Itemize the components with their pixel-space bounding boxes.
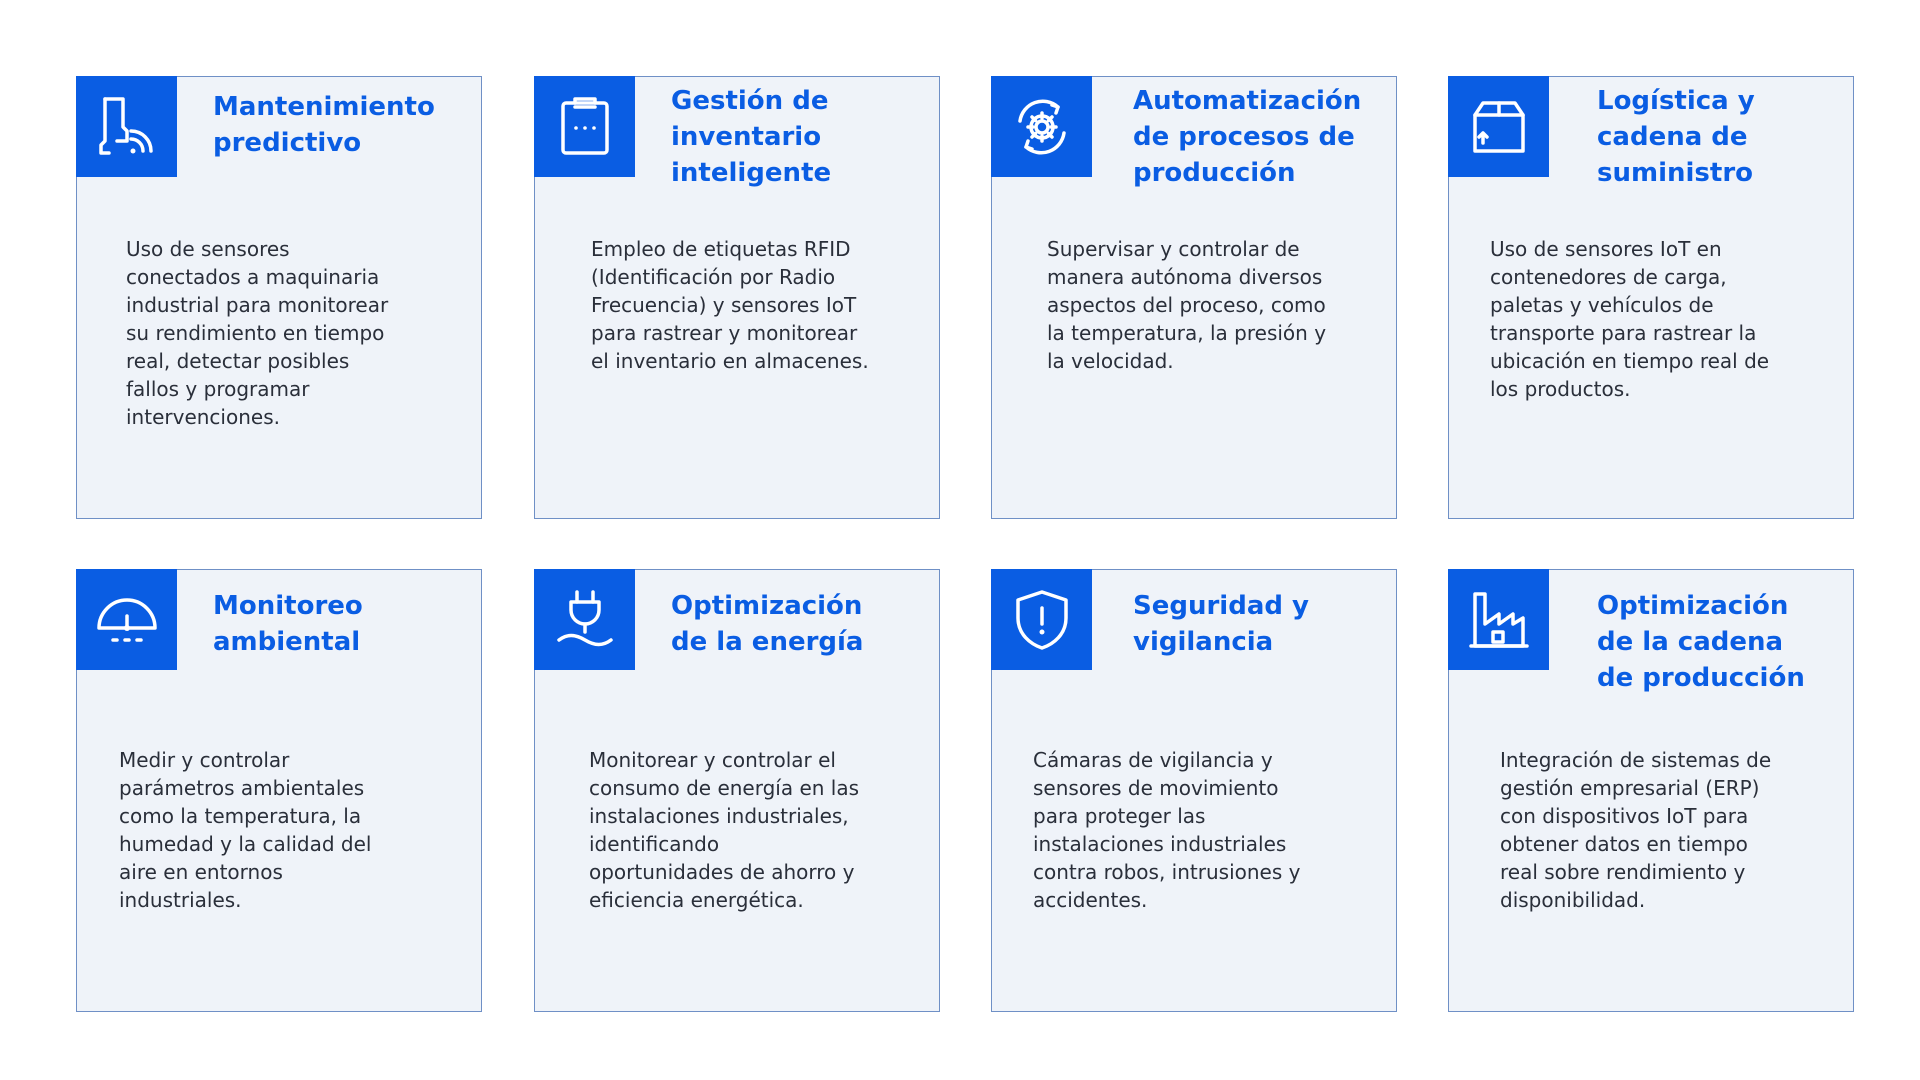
clipboard-icon <box>534 76 635 177</box>
card-predictive-maintenance <box>76 76 482 519</box>
energy-plug-icon <box>534 569 635 670</box>
card-production-chain-optimization <box>1448 569 1854 1012</box>
card-title: Gestión de inventario inteligente <box>671 86 832 188</box>
card-energy-optimization <box>534 569 940 1012</box>
card-description: Monitorear y controlar el consumo de energía en las instalaciones industriales, identificando oportunidades de ahorro y eficiencia energética. <box>589 748 860 912</box>
card-title: Mantenimiento predictivo <box>213 92 435 158</box>
gauge-icon <box>76 569 177 670</box>
card-description: Supervisar y controlar de manera autónoma diversos aspectos del proceso, como la temperatura, la presión y la velocidad. <box>1047 237 1327 373</box>
card-title: Automatización de procesos de producción <box>1133 86 1362 188</box>
factory-icon <box>1448 569 1549 670</box>
machine-sensor-icon <box>76 76 177 177</box>
card-description: Cámaras de vigilancia y sensores de movimiento para proteger las instalaciones industriales contra robos, intrusiones y accidentes. <box>1033 748 1301 912</box>
gear-cycle-icon <box>991 76 1092 177</box>
package-box-icon <box>1448 76 1549 177</box>
card-description: Integración de sistemas de gestión empresarial (ERP) con dispositivos IoT para obtener datos en tiempo real sobre rendimiento y disponibilidad. <box>1500 748 1772 912</box>
card-logistics <box>1448 76 1854 519</box>
card-smart-inventory <box>534 76 940 519</box>
card-description: Empleo de etiquetas RFID (Identificación por Radio Frecuencia) y sensores IoT para rastrear y monitorear el inventario en almacenes. <box>591 237 869 373</box>
card-title: Optimización de la cadena de producción <box>1597 591 1805 693</box>
shield-alert-icon <box>991 569 1092 670</box>
card-title: Monitoreo ambiental <box>213 591 363 657</box>
card-description: Uso de sensores conectados a maquinaria industrial para monitorear su rendimiento en tiempo real, detectar posibles fallos y programar intervenciones. <box>126 237 389 429</box>
card-environmental-monitoring <box>76 569 482 1012</box>
card-description: Uso de sensores IoT en contenedores de carga, paletas y vehículos de transporte para rastrear la ubicación en tiempo real de los productos. <box>1490 237 1770 401</box>
card-title: Optimización de la energía <box>671 591 864 657</box>
card-title: Seguridad y vigilancia <box>1133 591 1309 657</box>
card-title: Logística y cadena de suministro <box>1597 86 1755 188</box>
card-description: Medir y controlar parámetros ambientales como la temperatura, la humedad y la calidad del aire en entornos industriales. <box>119 748 372 912</box>
card-security-surveillance <box>991 569 1397 1012</box>
card-production-automation <box>991 76 1397 519</box>
